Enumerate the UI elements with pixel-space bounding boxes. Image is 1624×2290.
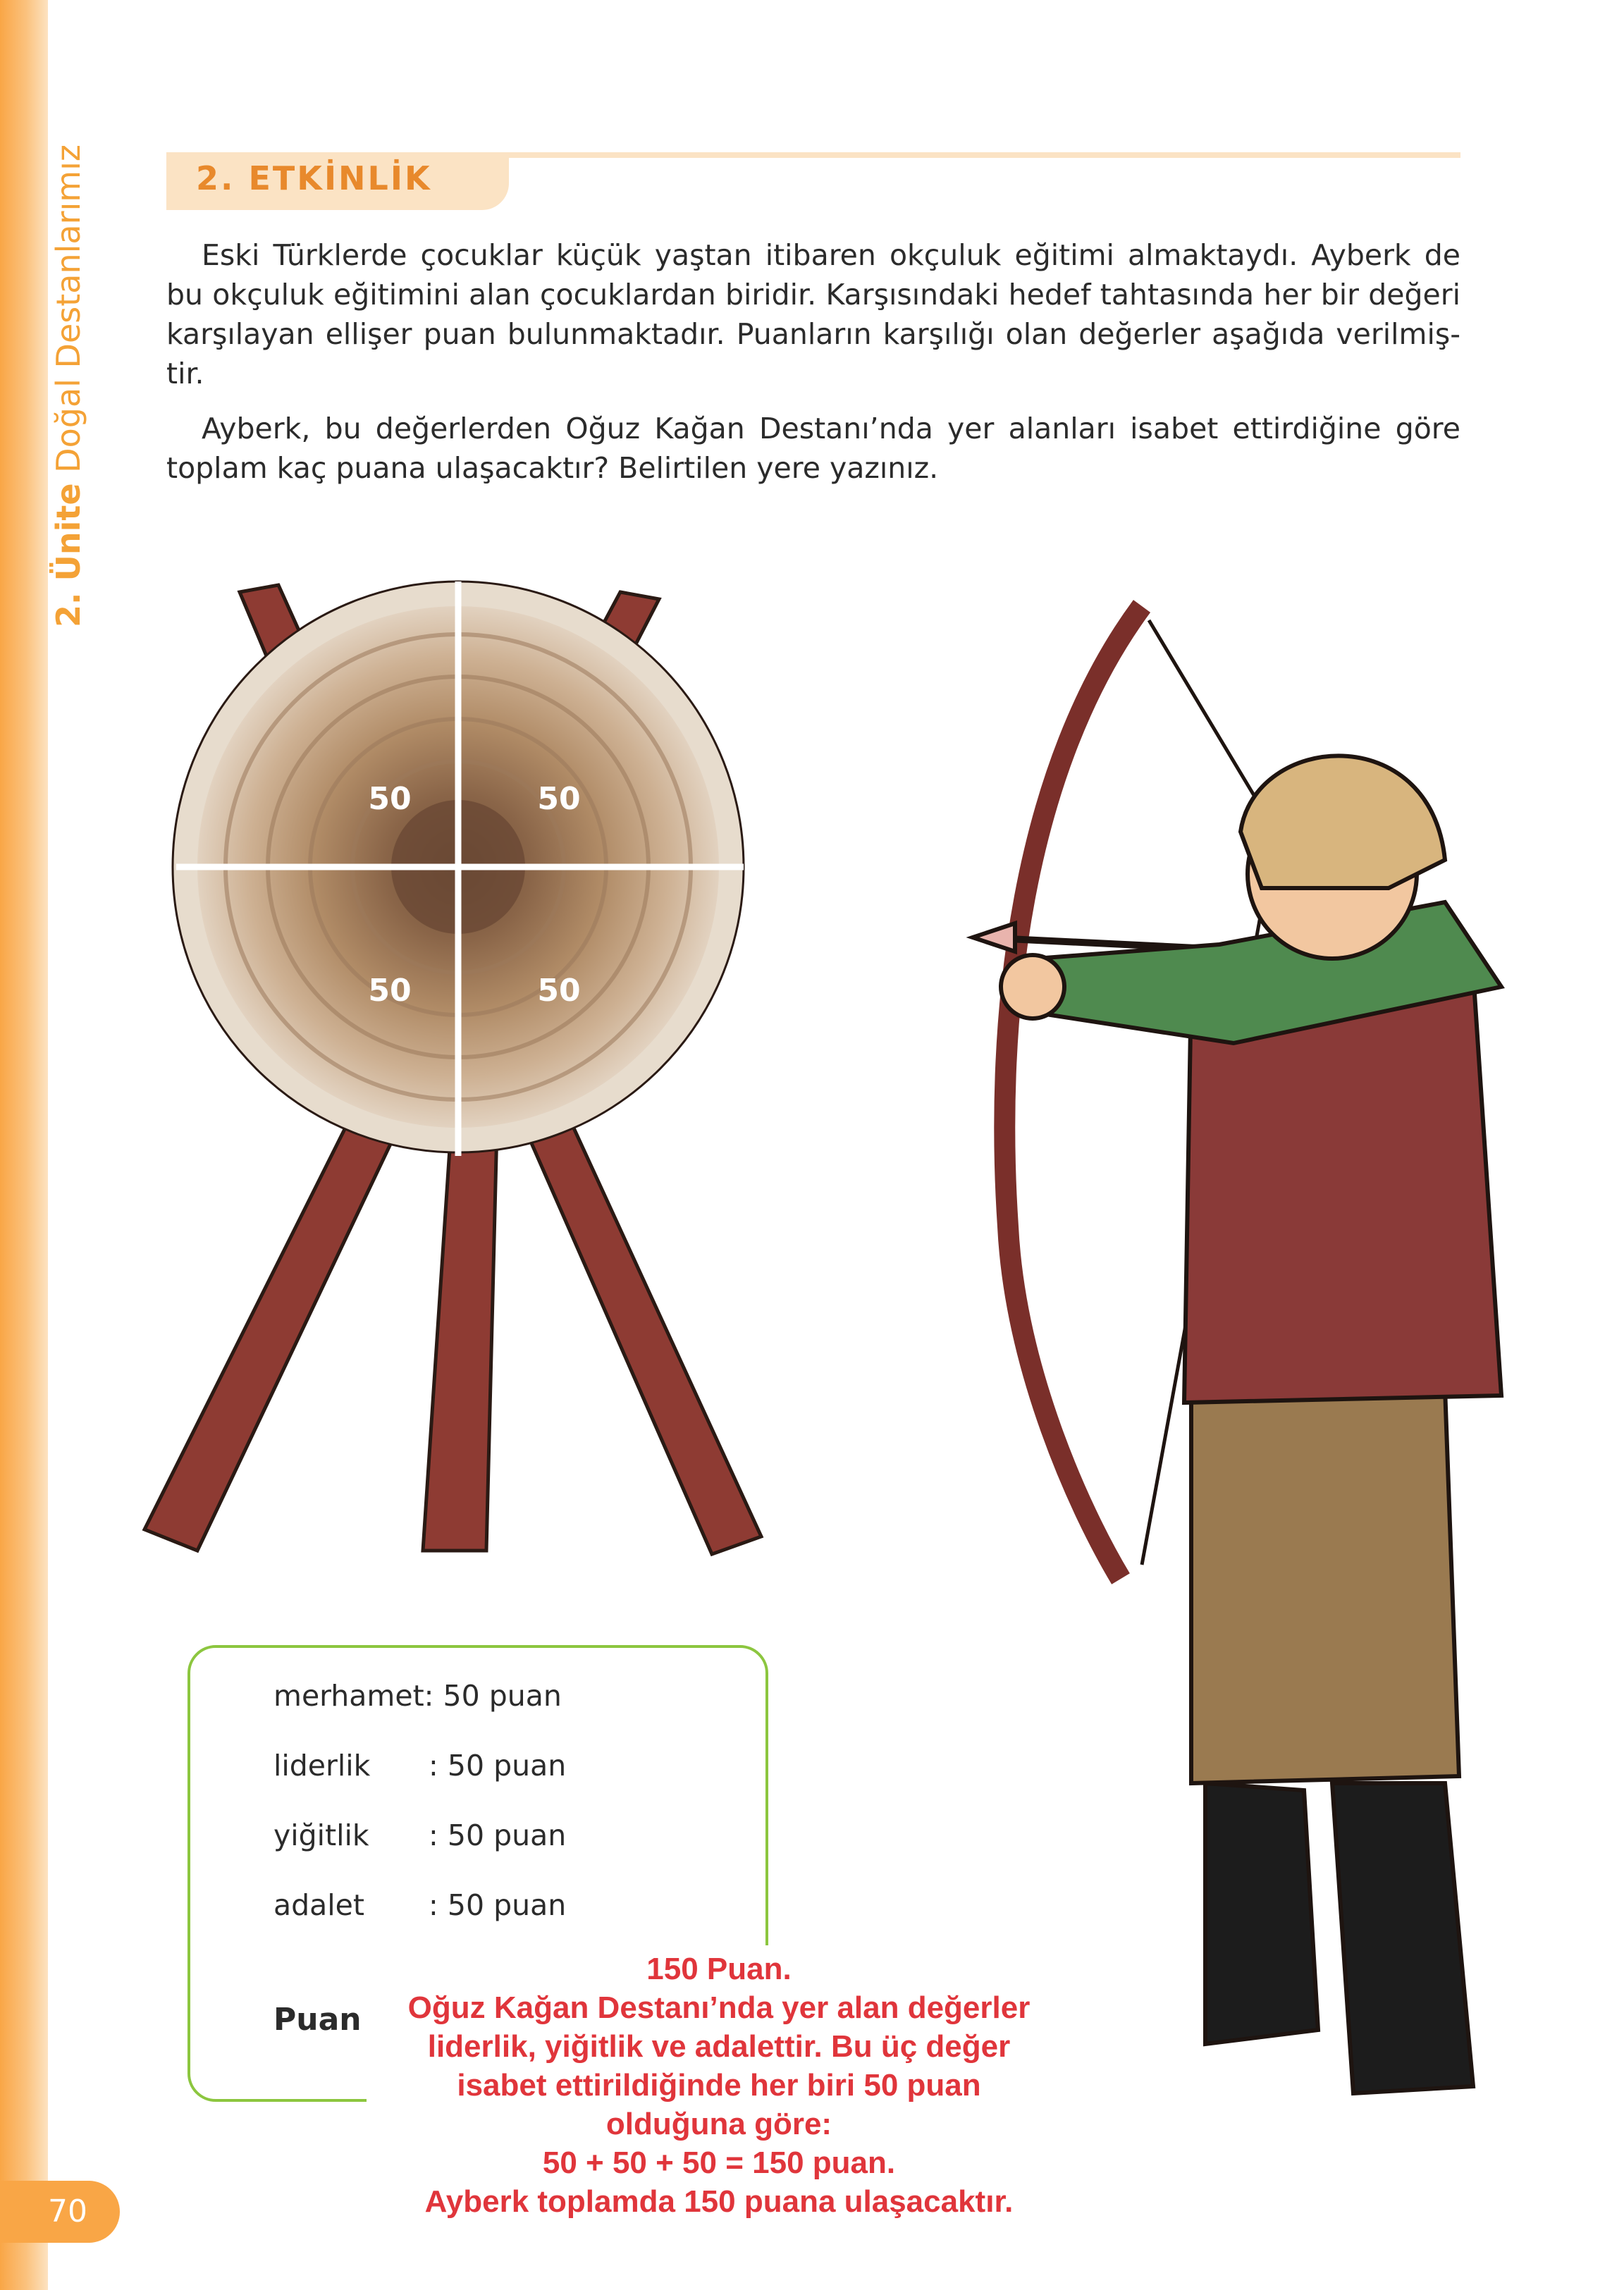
quadrant-score: 50 <box>368 973 412 1009</box>
value-separator: : <box>424 1679 443 1713</box>
answer-line: Oğuz Kağan Destanı’nda yer alan değerler <box>407 1990 1031 2025</box>
paragraph-line: Eski Türklerde çocuklar küçük yaştan itibaren okçuluk eğitimi almaktaydı. Ayberk de <box>202 238 1460 272</box>
value-row <box>273 1749 566 1783</box>
side-band <box>0 0 48 2290</box>
hat-icon <box>1241 756 1445 888</box>
unit-number: 2. Ünite <box>49 483 87 627</box>
answer-line: 50 + 50 + 50 = 150 puan. <box>542 2146 896 2180</box>
answer-line: isabet ettirildiğinde her biri 50 puan <box>457 2068 981 2103</box>
quadrant-score: 50 <box>368 781 412 817</box>
paragraph-line: karşılayan ellişer puan bulunmaktadır. Puanların karşılığı olan değerler aşağıda verilmiş- <box>166 317 1460 351</box>
value-points: 50 puan <box>447 1818 567 1852</box>
quadrant-score: 50 <box>537 781 581 817</box>
value-label: adalet <box>273 1888 364 1922</box>
activity-title: 2. ETKİNLİK <box>196 159 432 197</box>
quadrant-score: 50 <box>537 973 581 1009</box>
archery-target <box>127 564 775 1565</box>
question-paragraph <box>166 409 1460 488</box>
unit-name: Doğal Destanlarımız <box>49 144 87 473</box>
value-points: 50 puan <box>447 1888 567 1922</box>
answer-text <box>367 1945 1071 2225</box>
paragraph-line: bu okçuluk eğitimini alan çocuklardan biridir. Karşısındaki hedef tahtasında her bir değeri <box>166 278 1460 312</box>
answer-line: 150 Puan. <box>646 1952 792 1986</box>
page-number: 70 <box>0 2181 120 2243</box>
value-separator: : <box>429 1888 448 1922</box>
puan-label: Puan <box>273 2002 362 2038</box>
paragraph-line: Ayberk, bu değerlerden Oğuz Kağan Destanı’nda yer alanları isabet ettirdiğine göre <box>202 412 1460 445</box>
value-points: 50 puan <box>443 1679 562 1713</box>
value-separator: : <box>429 1818 448 1852</box>
value-separator: : <box>429 1749 448 1783</box>
bow-icon <box>1004 606 1142 1579</box>
paragraph-line: toplam kaç puana ulaşacaktır? Belirtilen yere yazınız. <box>166 451 939 485</box>
answer-line: olduğuna göre: <box>605 2107 832 2141</box>
intro-paragraph <box>166 235 1460 393</box>
archer-illustration <box>937 592 1572 2129</box>
value-row <box>273 1888 566 1922</box>
value-points: 50 puan <box>447 1749 567 1783</box>
unit-title <box>49 144 87 627</box>
value-row <box>273 1818 566 1852</box>
value-label: merhamet <box>273 1679 424 1713</box>
paragraph-line: tir. <box>166 357 204 390</box>
answer-line: liderlik, yiğitlik ve adalettir. Bu üç değer <box>427 2029 1011 2064</box>
answer-line: Ayberk toplamda 150 puana ulaşacaktır. <box>424 2184 1014 2219</box>
value-row <box>273 1679 562 1713</box>
value-label: liderlik <box>273 1749 371 1783</box>
value-label: yiğitlik <box>273 1818 369 1852</box>
